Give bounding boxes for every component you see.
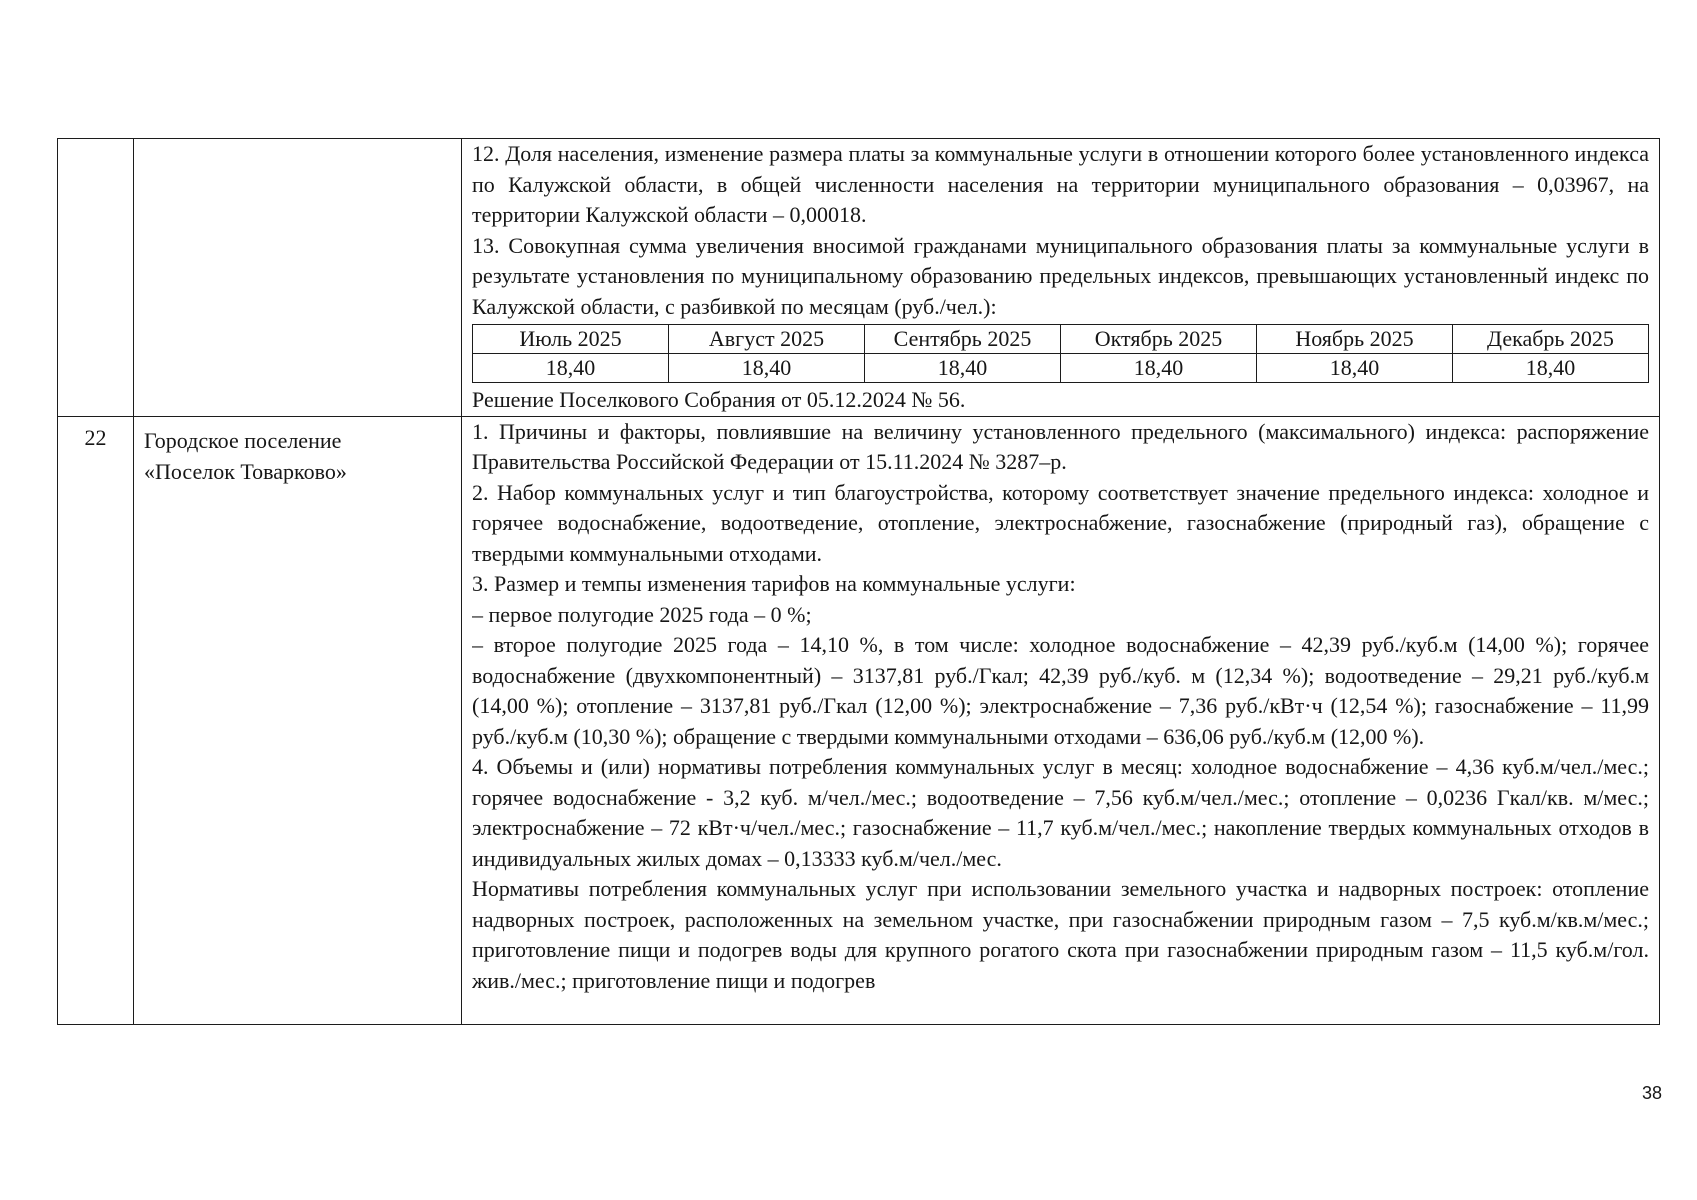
item-5-text: Нормативы потребления коммунальных услуг при использовании земельного участка и надворных построек: отопление надворных построек, расположенных на земельном участке, при газоснабжении природным газом – 7,5 куб.м/кв.м/мес.; приготовление пищи и подогрев воды для крупного рогатого скота при газоснабжении природным газом – 11,5 куб.м/гол. жив./мес.; приготовление пищи и подогрев — [472, 876, 1649, 993]
municipality-name-line: Городское поселение — [144, 427, 342, 453]
month-header: Июль 2025 — [473, 325, 669, 354]
values-row — [473, 354, 1649, 383]
month-value: 18,40 — [473, 354, 669, 383]
month-header: Август 2025 — [669, 325, 865, 354]
municipal-index-table — [57, 138, 1660, 1025]
month-header: Декабрь 2025 — [1453, 325, 1649, 354]
item-4-text: 4. Объемы и (или) нормативы потребления коммунальных услуг в месяц: холодное водоснабжение – 4,36 куб.м/чел./мес.; горячее водоснабжение - 3,2 куб. м/чел./мес.; водоотведение – 7,56 куб.м/чел./мес.; отопление – 0,0236 Гкал/кв. м/мес.; электроснабжение – 72 кВт·ч/чел./мес.; газоснабжение – 11,7 куб.м/чел./мес.; накопление твердых коммунальных отходов в индивидуальных жилых домах – 0,13333 куб.м/чел./мес. — [472, 754, 1649, 871]
month-value: 18,40 — [1453, 354, 1649, 383]
month-value: 18,40 — [1061, 354, 1257, 383]
row-content-cell — [462, 416, 1660, 1024]
decision-text: Решение Поселкового Собрания от 05.12.2024 № 56. — [472, 387, 966, 412]
municipality-name-line: «Поселок Товарково» — [144, 458, 347, 484]
item-3a-text: – первое полугодие 2025 года – 0 %; — [472, 601, 812, 627]
month-value: 18,40 — [865, 354, 1061, 383]
item-2-text: 2. Набор коммунальных услуг и тип благоустройства, которому соответствует значение предельного индекса: холодное и горячее водоснабжение, водоотведение, отопление, электроснабжение, газоснабжение (природный газ), обращение с твердыми коммунальными отходами. — [472, 479, 1649, 566]
row-number-cell — [58, 139, 134, 417]
month-header: Ноябрь 2025 — [1257, 325, 1453, 354]
table-row — [58, 416, 1660, 1024]
item-3b-text: – второе полугодие 2025 года – 14,10 %, в том числе: холодное водоснабжение – 42,39 руб./куб.м (14,00 %); горячее водоснабжение (двухкомпонентный) – 3137,81 руб./Гкал; 42,39 руб./куб. м (12,34 %); водоотведение – 29,21 руб./куб.м (14,00 %); отопление – 3137,81 руб./Гкал (12,00 %); электроснабжение – 7,36 руб./кВт·ч (12,54 %); газоснабжение – 11,99 руб./куб.м (10,30 %); обращение с твердыми коммунальными отходами – 636,06 руб./куб.м (12,00 %). — [472, 632, 1649, 749]
item-12-text: 12. Доля населения, изменение размера платы за коммунальные услуги в отношении которого более установленного индекса по Калужской области, в общей численности населения на территории муниципального образования – 0,03967, на территории Калужской области – 0,00018. — [472, 141, 1649, 227]
item-1-text: 1. Причины и факторы, повлиявшие на величину установленного предельного (максимального) индекса: распоряжение Правительства Российской Федерации от 15.11.2024 № 3287–р. — [472, 418, 1649, 474]
page-number: 38 — [1641, 1083, 1662, 1103]
item-3-text: 3. Размер и темпы изменения тарифов на коммунальные услуги: — [472, 571, 1076, 596]
month-value: 18,40 — [669, 354, 865, 383]
item-13-text: 13. Совокупная сумма увеличения вносимой гражданами муниципального образования платы за коммунальные услуги в результате установления по муниципальному образованию предельных индексов, превышающих установленный индекс по Калужской области, с разбивкой по месяцам (руб./чел.): — [472, 232, 1649, 319]
monthly-increase-table — [472, 324, 1649, 383]
month-header: Сентябрь 2025 — [865, 325, 1061, 354]
row-content-cell — [462, 139, 1660, 417]
municipality-name-cell — [134, 139, 462, 417]
table-row — [58, 139, 1660, 417]
document-table-wrapper — [57, 138, 1659, 1082]
row-number-cell: 22 — [58, 416, 134, 1024]
month-header: Октябрь 2025 — [1061, 325, 1257, 354]
content-clip — [472, 417, 1649, 1024]
municipality-name-cell — [134, 416, 462, 1024]
month-value: 18,40 — [1257, 354, 1453, 383]
months-header-row — [473, 325, 1649, 354]
